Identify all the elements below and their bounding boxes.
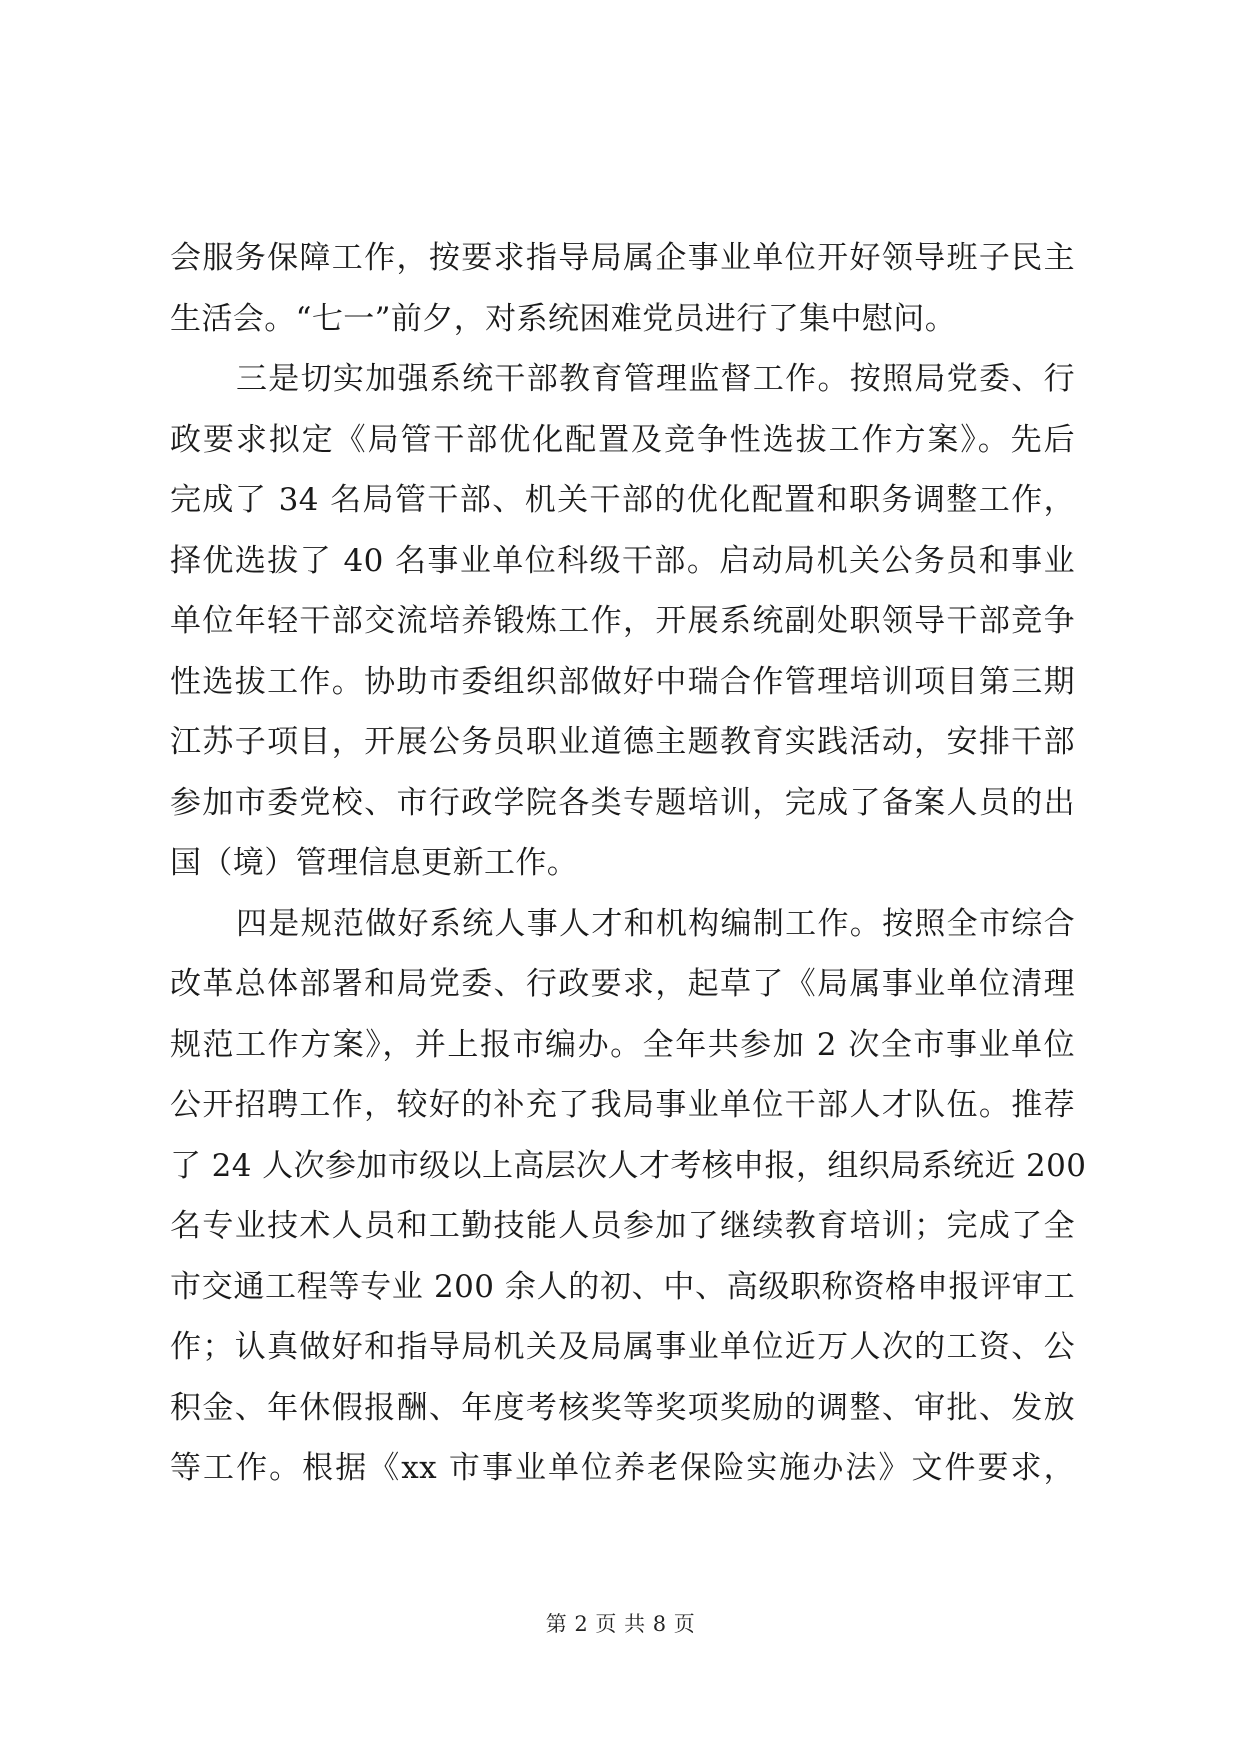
text-line: 市交通工程等专业 200 余人的初、中、高级职称资格申报评审工 [170,1268,1075,1305]
text-line: 生活会。“七一”前夕，对系统困难党员进行了集中慰问。 [170,300,957,337]
page-indicator: 第 2 页 共 8 页 [545,1612,696,1636]
text-line: 了 24 人次参加市级以上高层次人才考核申报，组织局系统近 200 [170,1147,1087,1184]
text-line: 参加市委党校、市行政学院各类专题培训，完成了备案人员的出 [170,784,1075,821]
text-line: 完成了 34 名局管干部、机关干部的优化配置和职务调整工作， [170,482,1075,518]
text-line: 性选拔工作。协助市委组织部做好中瑞合作管理培训项目第三期 [170,663,1075,700]
text-line: 改革总体部署和局党委、行政要求，起草了《局属事业单位清理 [170,966,1075,1002]
paragraph-start-line: 三是切实加强系统干部教育管理监督工作。按照局党委、行 [236,361,1075,397]
text-line: 作；认真做好和指导局机关及局属事业单位近万人次的工资、公 [170,1329,1075,1365]
text-line: 名专业技术人员和工勤技能人员参加了继续教育培训；完成了全 [170,1208,1075,1244]
document-body [170,228,1087,1499]
text-line: 规范工作方案》，并上报市编办。全年共参加 2 次全市事业单位 [170,1026,1075,1063]
page-footer [0,1608,1241,1638]
text-line: 单位年轻干部交流培养锻炼工作，开展系统副处职领导干部竞争 [170,603,1075,639]
text-line: 公开招聘工作，较好的补充了我局事业单位干部人才队伍。推荐 [170,1087,1075,1123]
paragraph-start-line: 四是规范做好系统人事人才和机构编制工作。按照全市综合 [236,905,1075,942]
text-line: 等工作。根据《xx 市事业单位养老保险实施办法》文件要求， [170,1450,1075,1486]
text-line: 择优选拔了 40 名事业单位科级干部。启动局机关公务员和事业 [170,542,1075,579]
text-line: 江苏子项目，开展公务员职业道德主题教育实践活动，安排干部 [170,724,1075,760]
text-line: 政要求拟定《局管干部优化配置及竞争性选拔工作方案》。先后 [170,421,1075,458]
text-line: 积金、年休假报酬、年度考核奖等奖项奖励的调整、审批、发放 [170,1389,1075,1426]
text-line: 会服务保障工作，按要求指导局属企事业单位开好领导班子民主 [170,240,1075,276]
text-line: 国（境）管理信息更新工作。 [170,845,579,881]
